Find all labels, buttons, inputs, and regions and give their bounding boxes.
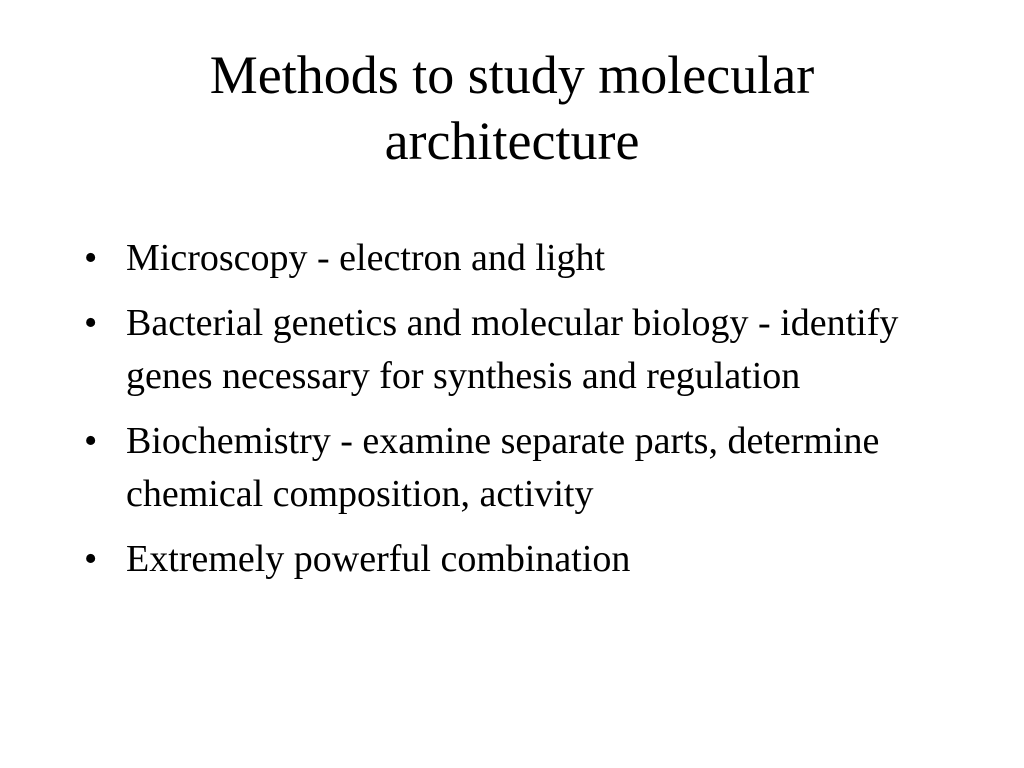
bullet-dot-icon: • bbox=[84, 420, 98, 462]
bullet-item-microscopy bbox=[84, 232, 944, 285]
bullet-dot-icon: • bbox=[84, 538, 98, 580]
bullet-dot-icon: • bbox=[84, 302, 98, 344]
bullet-item-combination bbox=[84, 533, 944, 586]
bullet-text: Extremely powerful combination bbox=[126, 538, 631, 580]
bullet-item-bacterial-genetics bbox=[84, 297, 944, 403]
bullet-text: Biochemistry - examine separate parts, determine chemical composition, activity bbox=[126, 420, 880, 515]
slide-title: Methods to study molecular architecture bbox=[209, 45, 815, 171]
bullet-text: Microscopy - electron and light bbox=[126, 237, 606, 279]
bullet-dot-icon: • bbox=[84, 237, 98, 279]
bullet-text: Bacterial genetics and molecular biology - identify genes necessary for synthesis and regulation bbox=[126, 302, 899, 397]
bullet-item-biochemistry bbox=[84, 415, 944, 521]
bullet-list bbox=[84, 232, 944, 598]
